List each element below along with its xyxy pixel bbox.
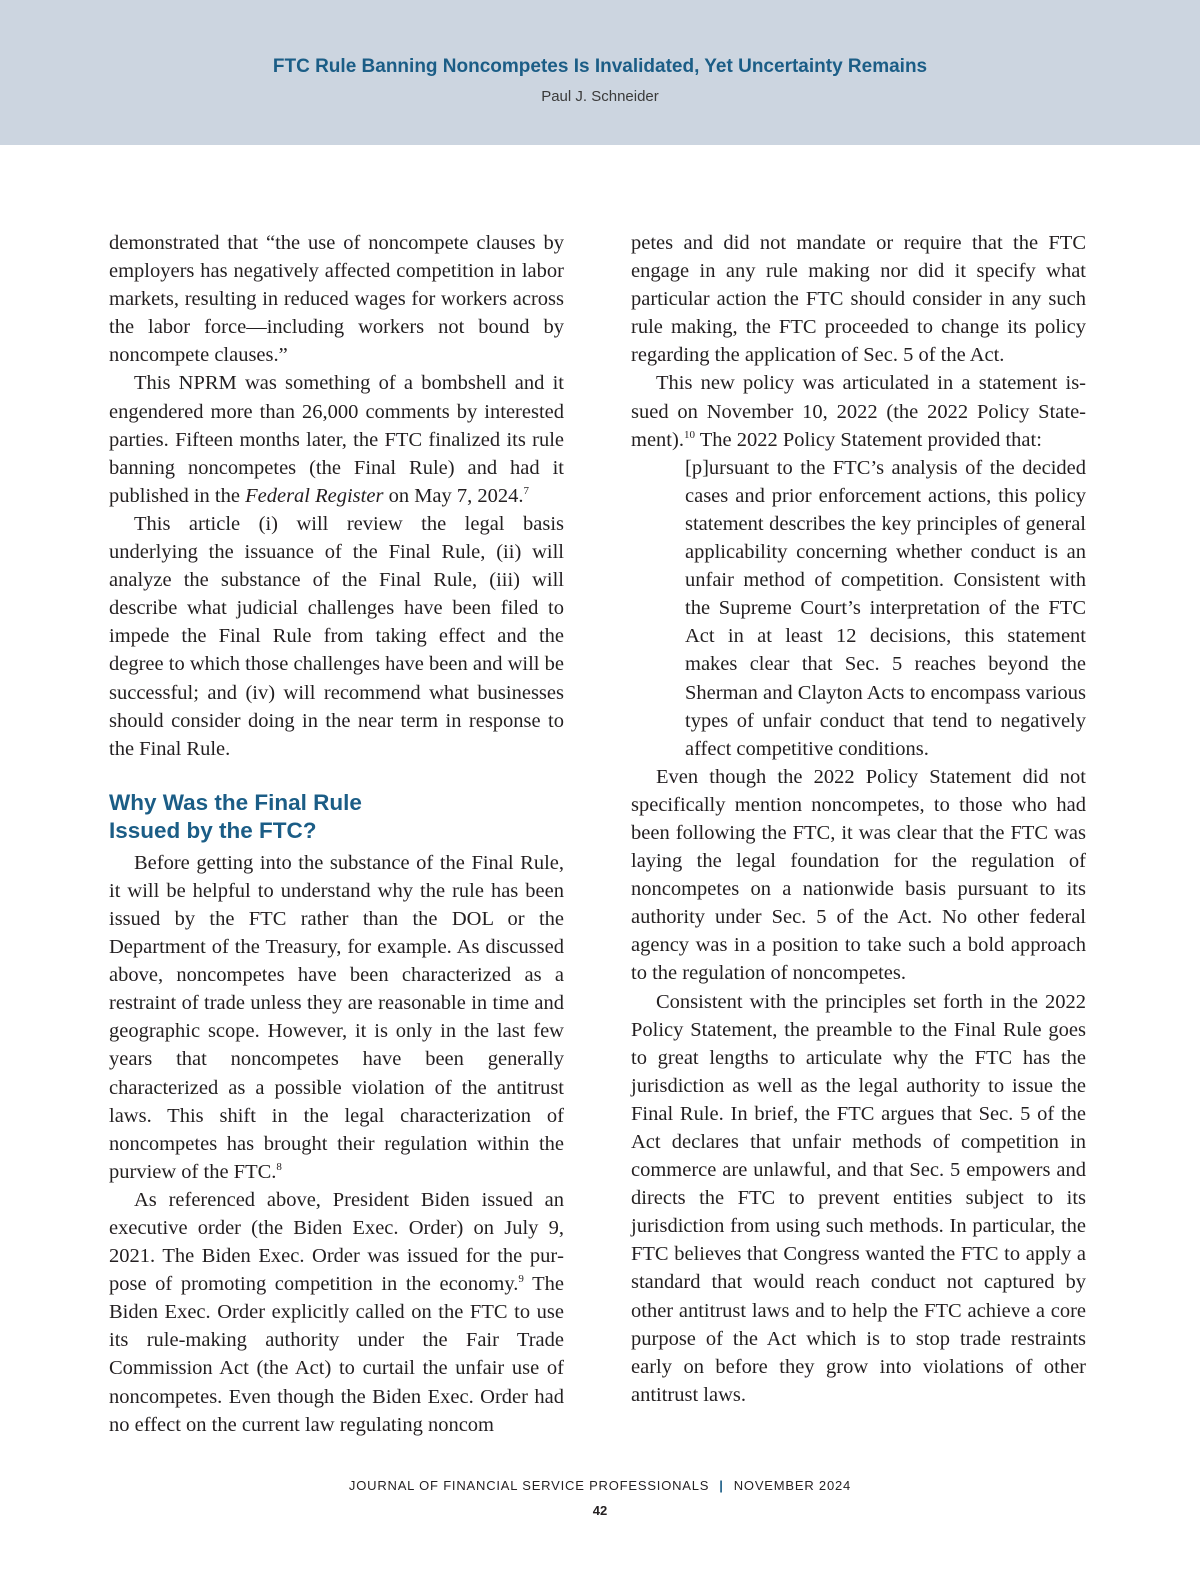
page-number: 42 — [592, 1503, 608, 1518]
publication-title: Federal Register — [245, 484, 384, 507]
paragraph: This article (i) will review the legal basis underlying the issuance of the Final Rule, (ii) will analyze the substance of the Final Rule, (iii) will describe what judicial challenges have been filed to impede the Final Rule from taking effect and the degree to which those challenges have been and will be successful; and (iv) will recommend what businesses should consider doing in the near term in response to the Final Rule. — [109, 512, 564, 760]
paragraph-text: on May 7, 2024. — [388, 484, 524, 507]
paragraph — [109, 1186, 564, 1439]
paragraph: petes and did not mandate or require that the FTC engage in any rule making nor did it specify what particular action the FTC should consider in any such rule making, the FTC proceeded to change its policy regarding the application of Sec. 5 of the Act. — [631, 232, 1086, 367]
left-column — [109, 229, 564, 1439]
paragraph — [109, 849, 564, 1186]
paragraph: demonstrated that “the use of noncompete clauses by employers has negatively affected competition in labor markets, resulting in reduced wages for workers across the labor force—including workers not bound by noncompete clauses.” — [109, 232, 564, 367]
paragraph — [631, 369, 1086, 453]
paragraph-text: The Biden Exec. Order explicitly called on the FTC to use its rule-making authority under the Fair Trade Commission Act (the Act) to curtail the unfair use of noncompetes. Even though the Biden Exec. Order had no effect on the current law regulating noncom — [109, 1273, 564, 1436]
section-heading — [109, 789, 564, 845]
paragraph: Consistent with the principles set forth in the 2022 Policy Statement, the preamble to the Final Rule goes to great lengths to articulate why the FTC has the jurisdiction as well as the legal authority to issue the Final Rule. In brief, the FTC argues that Sec. 5 of the Act declares that unfair methods of competition in commerce are unlawful, and that Sec. 5 empowers and directs the FTC to prevent entities subject to its jurisdiction from using such methods. In particular, the FTC believes that Congress wanted the FTC to apply a standard that would reach conduct not captured by other antitrust laws and to help the FTC achieve a core purpose of the Act which is to stop trade restraints early on before they grow into violations of other antitrust laws. — [631, 990, 1086, 1406]
section-heading-line: Why Was the Final Rule — [109, 789, 362, 815]
paragraph-text: The 2022 Policy Statement provided that: — [699, 428, 1042, 451]
footnote-ref: 7 — [523, 484, 530, 497]
paragraph-text: Before getting into the substance of the Final Rule, it will be helpful to understand why the rule has been issued by the FTC rather than the DOL or the Department of the Treasury, for example. As discussed above, noncompetes have been characterized as a restraint of trade unless they are reasonable in time and geographic scope. However, it is only in the last few years that noncompetes have been generally characterized as a possible violation of the antitrust laws. This shift in the legal characterization of noncompetes has brought their regulation within the purview of the FTC. — [109, 851, 564, 1183]
right-column — [631, 229, 1086, 1409]
header-band — [0, 0, 1200, 145]
article-title: FTC Rule Banning Noncompetes Is Invalidated, Yet Uncertainty Remains — [272, 56, 928, 77]
paragraph-text: This NPRM was something of a bombshell and it engendered more than 26,000 comments by interested parties. Fifteen months later, the FTC finalized its rule banning noncompetes (the Final Rule) and had it published in the — [109, 372, 564, 507]
paragraph-text: As referenced above, President Biden issued an executive order (the Biden Exec. Order) on July 9, 2021. The Biden Exec. Order was issued for the purpose of promoting competition in the economy. — [109, 1188, 564, 1296]
article-author: Paul J. Schneider — [541, 88, 659, 105]
journal-name: JOURNAL OF FINANCIAL SERVICE PROFESSIONALS — [348, 1478, 710, 1493]
page-footer — [0, 1478, 1200, 1493]
footnote-ref: 8 — [276, 1160, 282, 1173]
paragraph-text: This new policy was articulated in a statement issued on November 10, 2022 (the 2022 Policy Statement). — [631, 372, 1086, 451]
block-quote: [p]ursuant to the FTC’s analysis of the decided cases and prior enforcement actions, this policy statement describes the key principles of general applicability concerning whether conduct is an unfair method of competition. Consistent with the Supreme Court’s interpretation of the FTC Act in at least 12 decisions, this statement makes clear that Sec. 5 reaches beyond the Sherman and Clayton Acts to encompass various types of unfair conduct that tend to negatively affect competitive conditions. — [685, 456, 1086, 760]
paragraph: Even though the 2022 Policy Statement did not specifically mention noncompetes, to those who had been following the FTC, it was clear that the FTC was laying the legal foundation for the regulation of noncompetes on a nationwide basis pursuant to its authority under Sec. 5 of the Act. No other federal agency was in a position to take such a bold approach to the regulation of noncompetes. — [631, 765, 1086, 985]
footnote-ref: 10 — [683, 428, 695, 441]
footnote-ref: 9 — [518, 1273, 524, 1286]
issue-date: NOVEMBER 2024 — [733, 1478, 852, 1493]
paragraph — [109, 369, 564, 509]
footer-separator: | — [719, 1478, 724, 1493]
section-heading-line: Issued by the FTC? — [109, 817, 317, 843]
